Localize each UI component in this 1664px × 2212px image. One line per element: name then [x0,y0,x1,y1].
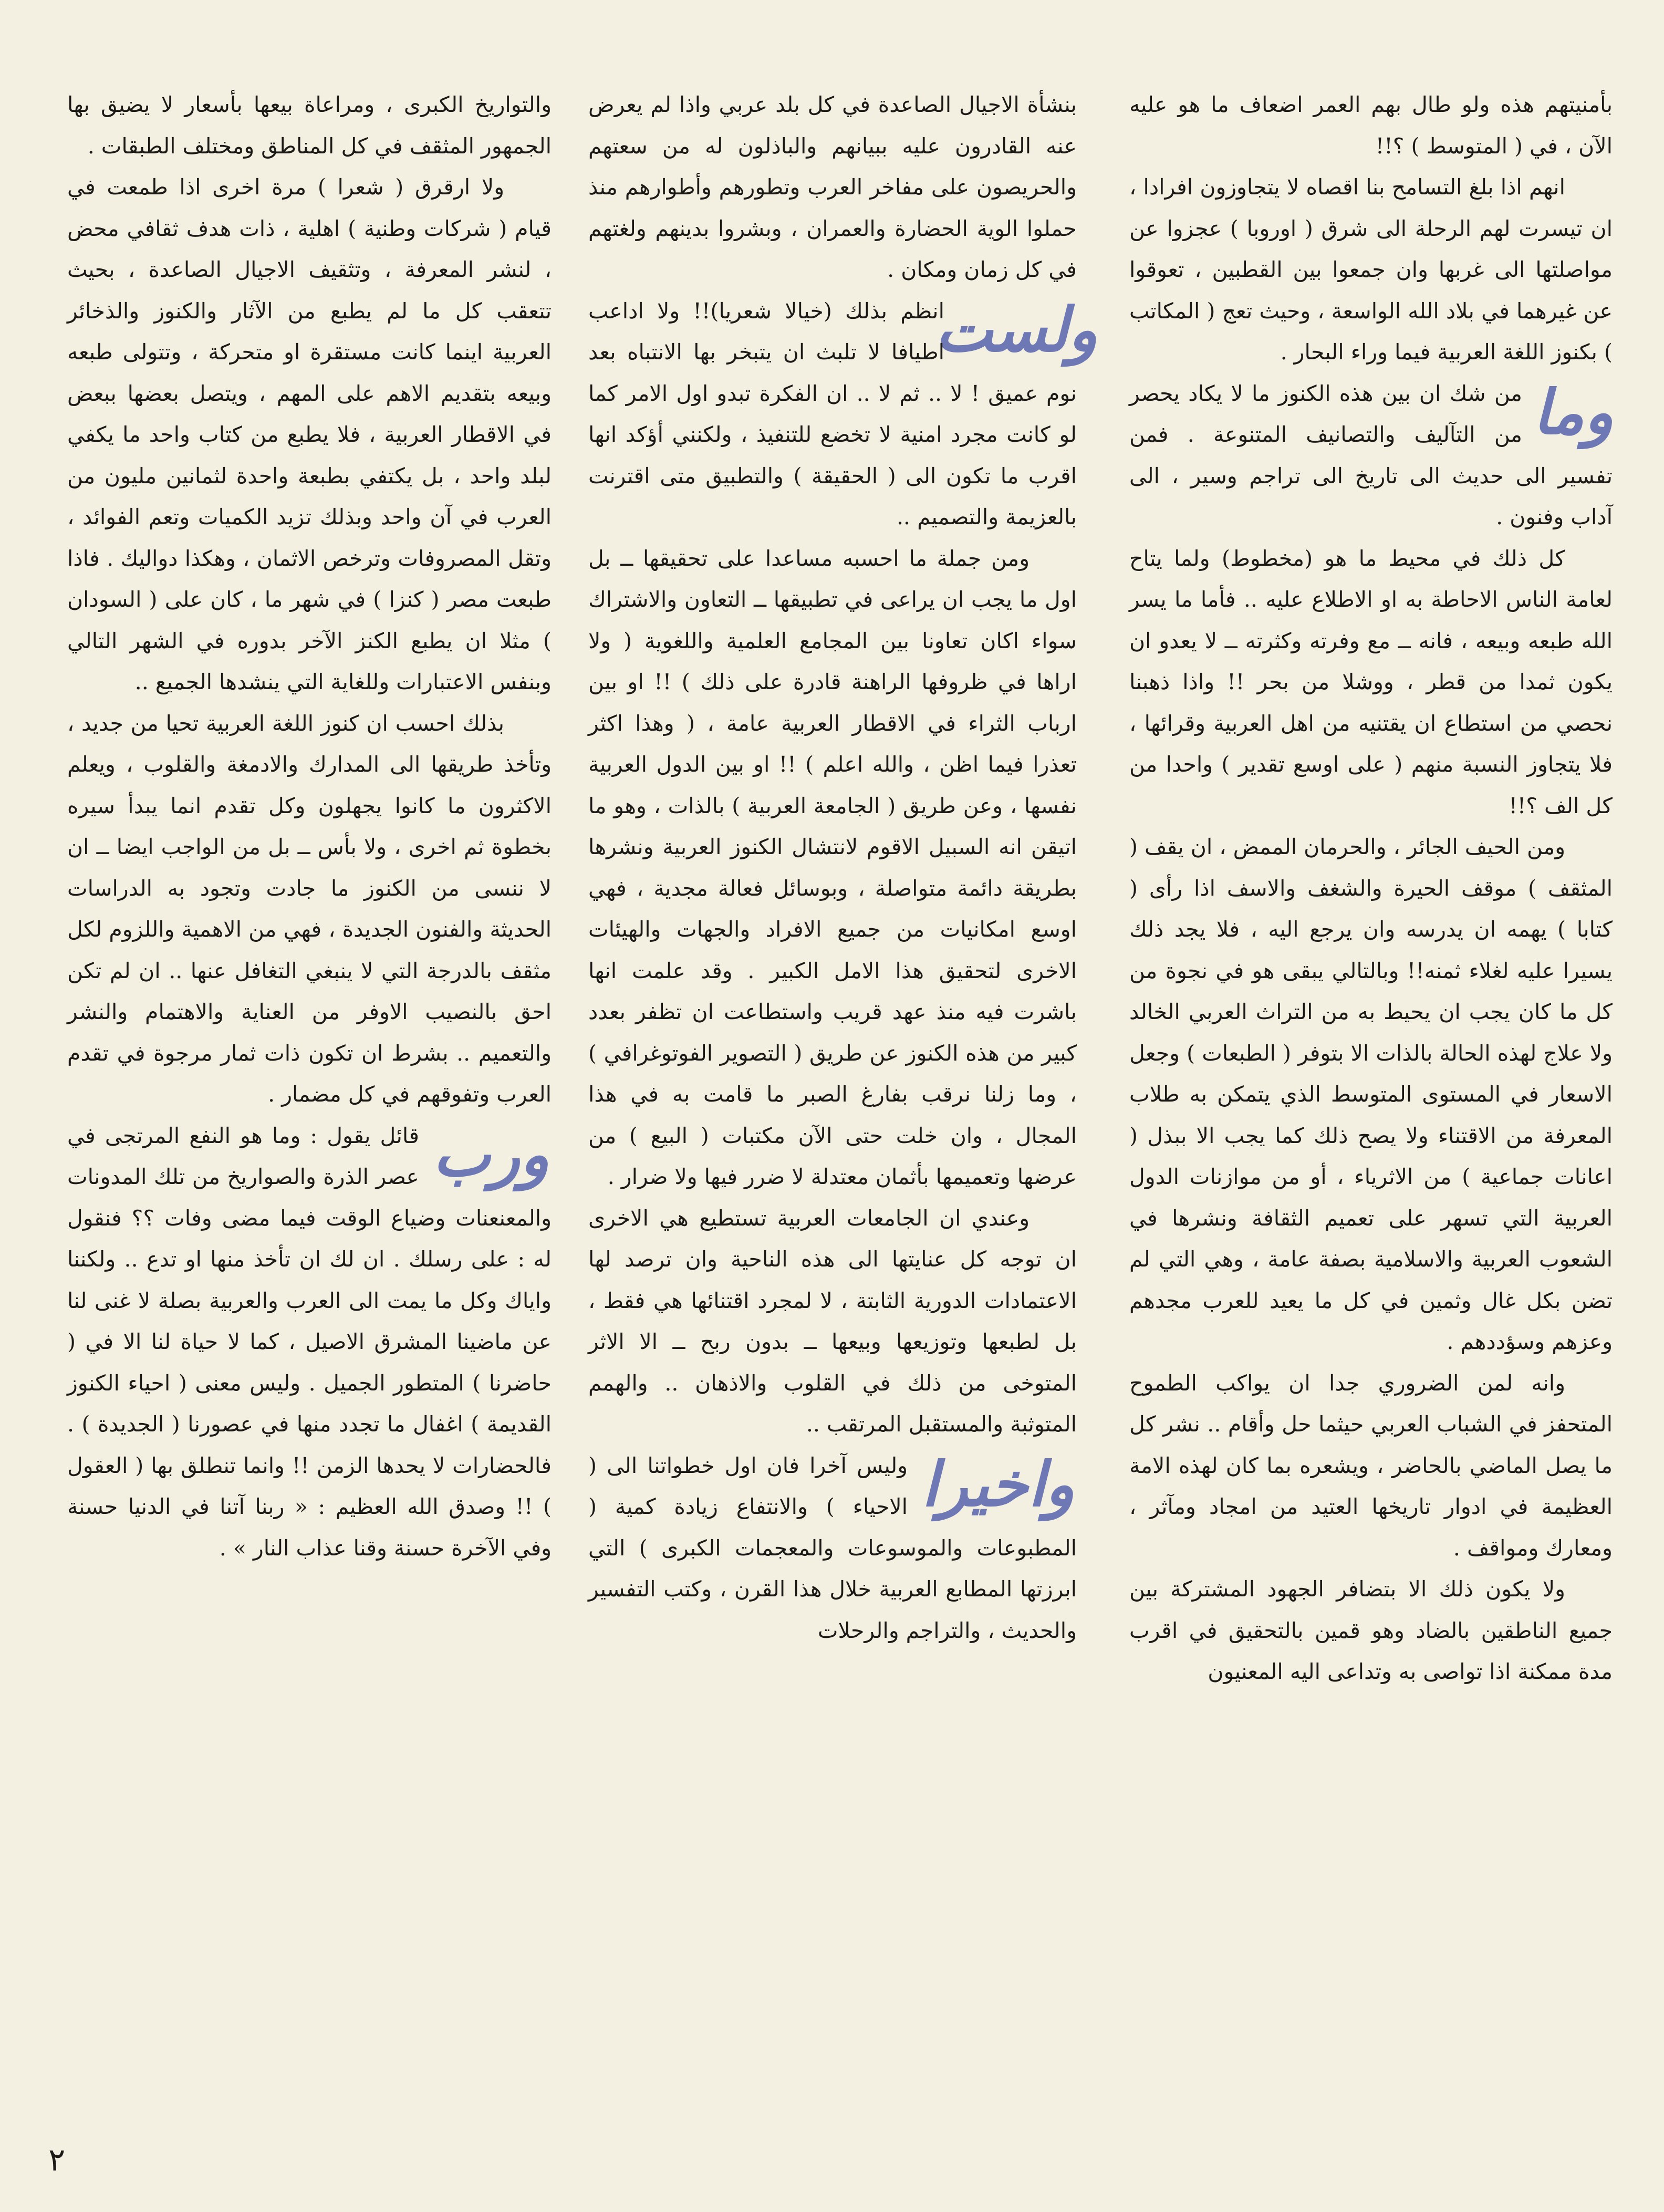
paragraph [1129,373,1613,538]
paragraph: ومن جملة ما احسبه مساعدا على تحقيقها ــ بل اول ما يجب ان يراعى في تطبيقها ــ التعاون والاشتراك سواء اكان تعاونا بين المجامع العلمية واللغوية ( ولا اراها في ظروفها الراهنة قادرة على ذلك ) !! او بين ارباب الثراء في الاقطار العربية عامة ، ( وهذا اكثر تعذرا فيما اظن ، والله اعلم ) !! او بين الدول العربية نفسها ، وعن طريق ( الجامعة العربية ) بالذات ، وهو ما اتيقن انه السبيل الاقوم لانتشال الكنوز العربية ونشرها بطريقة دائمة متواصلة ، وبوسائل فعالة مجدية ، فهي اوسع امكانيات من جميع الافراد والجهات والهيئات الاخرى لتحقيق هذا الامل الكبير . وقد علمت انها باشرت فيه منذ عهد قريب واستطاعت ان تظفر بعدد كبير من هذه الكنوز عن طريق ( التصوير الفوتوغرافي ) ، وما زلنا نرقب بفارغ الصبر ما قامت به في هذا المجال ، وان خلت حتى الآن مكتبات ( البيع ) من عرضها وتعميمها بأثمان معتدلة لا ضرر فيها ولا ضرار . [588,545,1077,1189]
paragraph: بنشأة الاجيال الصاعدة في كل بلد عربي واذا لم يعرض عنه القادرون عليه ببيانهم والباذلون له من سعتهم والحريصون على مفاخر العرب وتطورهم وأطوارهم منذ حملوا الوية الحضارة والعمران ، وبشروا بدينهم ولغتهم في كل زمان ومكان . [588,92,1077,282]
drop-word: واخيرا [921,1448,1075,1520]
paragraph [588,1445,1077,1652]
text-column-middle [588,84,1098,2133]
paragraph-text: من شك ان بين هذه الكنوز ما لا يكاد يحصر من التآليف والتصانيف المتنوعة . فمن تفسير الى حديث الى تاريخ الى تراجم وسير ، الى آداب وفنون . [1129,380,1613,529]
paragraph-text: انظم بذلك (خيالا شعريا)!! ولا اداعب اطيافا لا تلبث ان يتبخر بها الانتباه بعد نوم عميق ! لا .. ثم لا .. ان الفكرة تبدو اول الامر كما لو كانت مجرد امنية لا تخضع للتنفيذ ، ولكنني أؤكد انها اقرب ما تكون الى ( الحقيقة ) والتطبيق متى اقترنت بالعزيمة والتصميم .. [588,298,1077,529]
paragraph-text: قائل يقول : وما هو النفع المرتجى في عصر الذرة والصواريخ من تلك المدونات والمعنعنات وضياع الوقت فيما مضى وفات ؟؟ فنقول له : على رسلك . ان لك ان تأخذ منها او تدع .. ولكننا واياك وكل ما يمت الى العرب والعربية بصلة لا غنى لنا عن ماضينا المشرق الاصيل ، كما لا حياة لنا الا في ( حاضرنا ) المتطور الجميل . وليس معنى ( احياء الكنوز القديمة ) اغفال ما تجدد منها في عصورنا ( الجديدة ) . فالحضارات لا يحدها الزمن !! وانما تنطلق بها ( العقول ) !! وصدق الله العظيم : « ربنا آتنا في الدنيا حسنة وفي الآخرة حسنة وقنا عذاب النار » . [67,1123,552,1561]
paragraph: ومن الحيف الجائر ، والحرمان الممض ، ان يقف ( المثقف ) موقف الحيرة والشغف والاسف اذا رأى ( كتابا ) يهمه ان يدرسه وان يرجع اليه ، فلا يجد ذلك يسيرا عليه لغلاء ثمنه!! وبالتالي يبقى هو في نجوة من كل ما كان يجب ان يحيط به من التراث العربي الخالد ولا علاج لهذه الحالة بالذات الا بتوفر ( الطبعات ) وجعل الاسعار في المستوى المتوسط الذي يتمكن به طلاب المعرفة من الاقتناء ولا يصح ذلك كما يجب الا ببذل ( اعانات جماعية ) من الاثرياء ، أو من موازنات الدول العربية التي تسهر على تعميم الثقافة ونشرها في الشعوب العربية والاسلامية بصفة عامة ، وهي التي لم تضن بكل غال وثمين في كل ما يعيد للعرب مجدهم وعزهم وسؤددهم . [1129,834,1613,1354]
paragraph: بأمنيتهم هذه ولو طال بهم العمر اضعاف ما هو عليه الآن ، في ( المتوسط ) ؟!! [1129,92,1613,159]
paragraph: ولا يكون ذلك الا بتضافر الجهود المشتركة بين جميع الناطقين بالضاد وهو قمين بالتحقيق في اقرب مدة ممكنة اذا تواصى به وتداعى اليه المعنيون [1129,1576,1613,1684]
drop-word: ولست [935,294,1098,366]
paragraph: وعندي ان الجامعات العربية تستطيع هي الاخرى ان توجه كل عنايتها الى هذه الناحية وان ترصد لها الاعتمادات الدورية الثابتة ، لا لمجرد اقتنائها هي فقط ، بل لطبعها وتوزيعها وبيعها ــ بدون ربح ــ الا الاثر المتوخى من ذلك في القلوب والاذهان .. والهمم المتوثبة والمستقبل المرتقب .. [588,1205,1077,1437]
paragraph: بذلك احسب ان كنوز اللغة العربية تحيا من جديد ، وتأخذ طريقها الى المدارك والادمغة والقلوب ، ويعلم الاكثرون ما كانوا يجهلون وكل تقدم انما يبدأ سيره بخطوة ثم اخرى ، ولا بأس ــ بل من الواجب ايضا ــ ان لا ننسى من الكنوز ما جادت وتجود به الدراسات الحديثة والفنون الجديدة ، فهي من الاهمية واللزوم لكل مثقف بالدرجة التي لا ينبغي التغافل عنها .. ان لم تكن احق بالنصيب الاوفر من العناية والاهتمام والنشر والتعميم .. بشرط ان تكون ذات ثمار مرجوة في تقدم العرب وتفوقهم في كل مضمار . [67,710,552,1107]
page-number: ٢ [48,2142,66,2178]
paragraph: والتواريخ الكبرى ، ومراعاة بيعها بأسعار لا يضيق بها الجمهور المثقف في كل المناطق ومختلف الطبقات . [67,92,552,159]
paragraph [67,1115,552,1569]
paragraph: انهم اذا بلغ التسامح بنا اقصاه لا يتجاوزون افرادا ، ان تيسرت لهم الرحلة الى شرق ( اوروبا ) عجزوا عن مواصلتها الى غربها وان جمعوا بين القطبين ، تعوقوا عن غيرهما في بلاد الله الواسعة ، وحيث تعج ( المكاتب ) بكنوز اللغة العربية فيما وراء البحار . [1129,174,1613,365]
paragraph [588,290,1098,538]
text-column-right [1129,84,1613,2133]
text-column-left [67,84,552,2133]
paragraph: ولا ارقرق ( شعرا ) مرة اخرى اذا طمعت في قيام ( شركات وطنية ) اهلية ، ذات هدف ثقافي محض ، لنشر المعرفة ، وتثقيف الاجيال الصاعدة ، بحيث تتعقب كل ما لم يطبع من الآثار والكنوز والذخائر العربية اينما كانت مستقرة او متحركة ، وتتولى طبعه وبيعه بتقديم الاهم على المهم ، ويتصل بعضها ببعض في الاقطار العربية ، فلا يطبع من كتاب واحد ما يكفي لبلد واحد ، بل يكتفي بطبعة واحدة لثمانين مليون من العرب في آن واحد وبذلك تزيد الكميات وتعم الفوائد ، وتقل المصروفات وترخص الاثمان ، وهكذا دواليك . فاذا طبعت مصر ( كنزا ) في شهر ما ، كان على ( السودان ) مثلا ان يطبع الكنز الآخر بدوره في الشهر التالي وبنفس الاعتبارات وللغاية التي ينشدها الجميع .. [67,174,552,694]
paragraph: كل ذلك في محيط ما هو (مخطوط) ولما يتاح لعامة الناس الاحاطة به او الاطلاع عليه .. فأما ما يسر الله طبعه وبيعه ، فانه ــ مع وفرته وكثرته ــ لا يعدو ان يكون ثمدا من قطر ، ووشلا من بحر !! واذا ذهبنا نحصي من استطاع ان يقتنيه من اهل العربية وقرائها ، فلا يتجاوز النسبة منهم ( على اوسع تقدير ) واحدا من كل الف ؟!! [1129,545,1613,818]
paragraph-text: وليس آخرا فان اول خطواتنا الى ( الاحياء ) والانتفاع زيادة كمية ( المطبوعات والموسوعات والمعجمات الكبرى ) التي ابرزتها المطابع العربية خلال هذا القرن ، وكتب التفسير والحديث ، والتراجم والرحلات [588,1452,1077,1643]
paragraph: وانه لمن الضروري جدا ان يواكب الطموح المتحفز في الشباب العربي حيثما حل وأقام .. نشر كل ما يصل الماضي بالحاضر ، ويشعره بما كان لهذه الامة العظيمة في ادوار تاريخها العتيد من امجاد ومآثر ، ومعارك ومواقف . [1129,1370,1613,1561]
drop-word: ورب [433,1118,549,1190]
drop-word: وما [1533,376,1614,448]
